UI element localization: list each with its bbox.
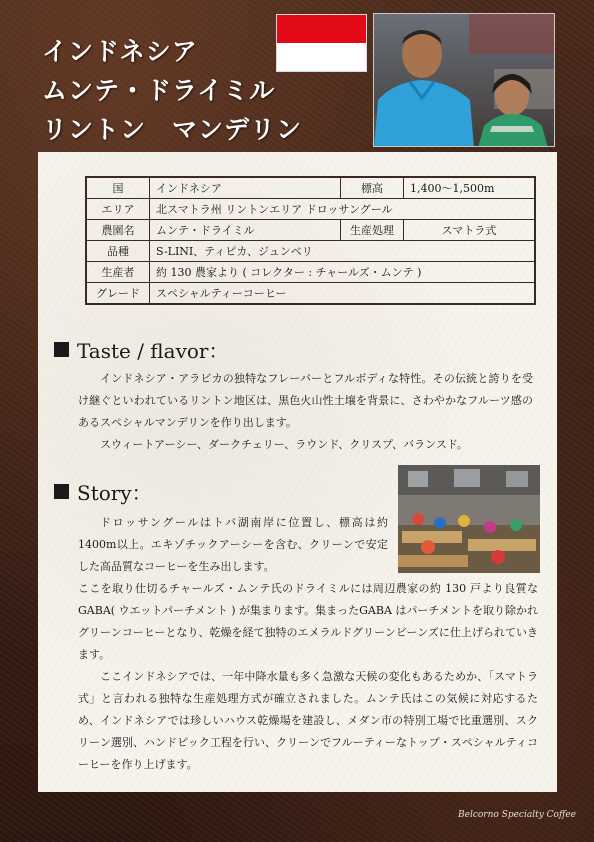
- grade-label: グレード: [86, 283, 150, 305]
- variety-value: S-LINI、ティピカ、ジュンベリ: [150, 241, 536, 262]
- taste-paragraph: インドネシア・アラビカの独特なフレーバーとフルボディな特性。その伝統と誇りを受け継ぐといわれているリントン地区は、黒色火山性土壌を背景に、さわやかなフルーツ感のあるスペシャルマンデリンを作り出します。: [78, 372, 533, 429]
- producer-value: 約 130 農家より ( コレクター : チャールズ・ムンテ ): [150, 262, 536, 283]
- taste-heading: [54, 335, 228, 364]
- square-bullet-icon: [54, 342, 69, 357]
- variety-label: 品種: [86, 241, 150, 262]
- altitude-label: 標高: [341, 177, 404, 199]
- story-body: [78, 578, 538, 776]
- story-heading: [54, 477, 152, 506]
- story-paragraph-3: ここインドネシアでは、一年中降水量も多く急激な天候の変化もあるためか、「スマトラ式」と言われる独特な生産処理方式が確立されました。ムンテ氏はこの気候に対応するため、インドネシアでは珍しいハウス乾燥場を建設し、メダン市の特別工場で比重選別、スクリーン選別、ハンドピック工程を行い、クリーンでフルーティーなトップ・スペシャルティコーヒーを作り上げます。: [78, 670, 538, 771]
- farm-value: ムンテ・ドライミル: [150, 220, 341, 241]
- story-paragraph-2: ここを取り仕切るチャールズ・ムンテ氏のドライミルには周辺農家の約 130 戸より良質なGABA( ウエットパーチメント ) が集まります。集まったGABA はパーチメントを取り除かれグリーンコーヒーとなり、乾燥を経て独特のエメラルドグリーンビーンズに仕上げられていきます。: [78, 582, 538, 661]
- page-title: [42, 32, 302, 149]
- taste-body: [78, 368, 533, 456]
- area-value: 北スマトラ州 リントンエリア ドロッサングール: [150, 199, 536, 220]
- producer-label: 生産者: [86, 262, 150, 283]
- drymill-workers-photo: [398, 465, 540, 573]
- altitude-value: 1,400～1,500m: [404, 177, 536, 199]
- taste-heading-text: Taste / flavor：: [77, 339, 229, 363]
- spec-table: [85, 176, 536, 305]
- grade-value: スペシャルティーコーヒー: [150, 283, 536, 305]
- story-heading-text: Story：: [77, 481, 152, 505]
- title-line-product: リントン マンデリン: [42, 115, 303, 144]
- process-value: スマトラ式: [404, 220, 536, 241]
- producer-portrait-photo: [373, 13, 555, 147]
- square-bullet-icon: [54, 484, 69, 499]
- taste-notes: スウィートアーシー、ダークチェリー、ラウンド、クリスプ、バランスド。: [100, 438, 468, 451]
- country-value: インドネシア: [150, 177, 341, 199]
- process-label: 生産処理: [341, 220, 404, 241]
- country-label: 国: [86, 177, 150, 199]
- area-label: エリア: [86, 199, 150, 220]
- farm-label: 農園名: [86, 220, 150, 241]
- brand-signature: Belcorno Specialty Coffee: [458, 810, 576, 820]
- story-intro: [78, 512, 388, 578]
- story-paragraph-1: ドロッサングールはトバ湖南岸に位置し、標高は約1400m以上。エキゾチックアーシーを含む、クリーンで安定した高品質なコーヒーを生み出します。: [78, 516, 388, 573]
- indonesia-flag-icon: [276, 14, 367, 72]
- content-sheet: [38, 152, 557, 792]
- title-line-mill: ムンテ・ドライミル: [42, 76, 276, 105]
- title-line-country: インドネシア: [42, 37, 198, 66]
